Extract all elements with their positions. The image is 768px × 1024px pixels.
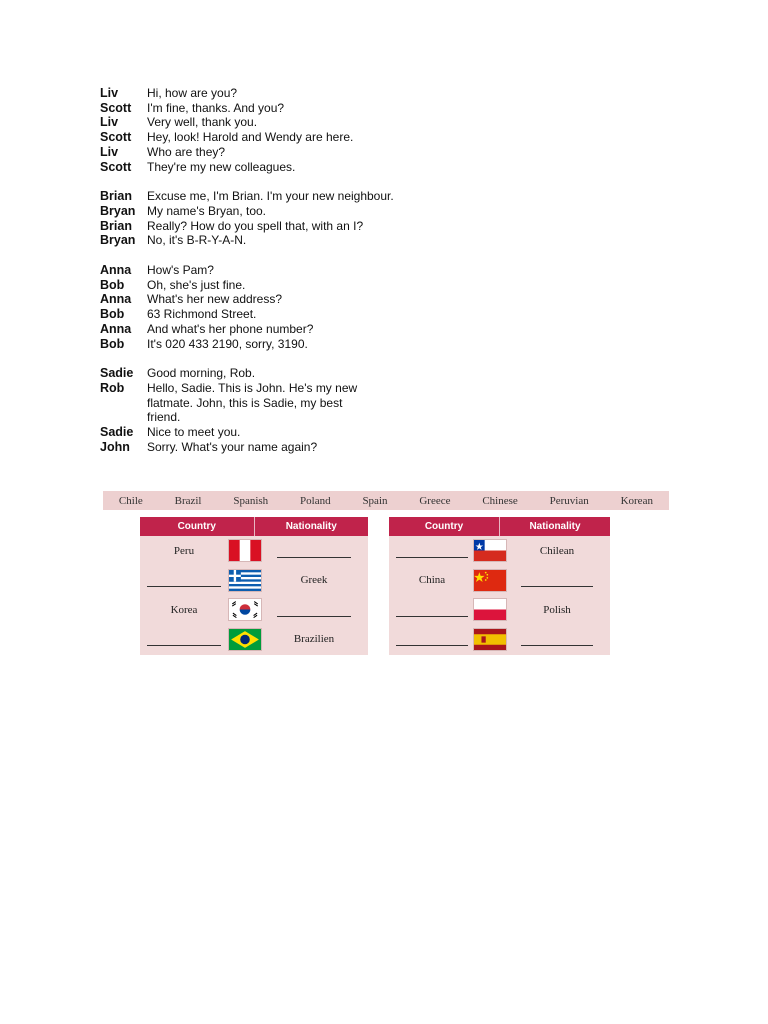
dialogue-line (100, 366, 407, 381)
word-bank-item: Brazil (174, 494, 202, 507)
speaker-name: Sadie (100, 425, 134, 440)
country-cell: China (418, 574, 446, 587)
speaker-name: Rob (100, 380, 125, 395)
poland-flag-icon (474, 599, 506, 620)
answer-blank[interactable] (521, 644, 593, 646)
answer-blank[interactable] (396, 644, 468, 646)
speaker-name: Bryan (100, 203, 136, 218)
country-cell[interactable] (393, 595, 471, 625)
speech-text: How's Pam? (147, 263, 214, 278)
word-bank-item: Spain (362, 494, 388, 507)
country-cell[interactable] (144, 566, 224, 596)
speaker-name: Anna (100, 263, 132, 278)
speech-text: Good morning, Rob. (147, 366, 256, 381)
dialogue-line (100, 322, 407, 337)
table-row (140, 566, 368, 596)
speech-text: Nice to meet you. (147, 425, 241, 440)
answer-blank[interactable] (396, 556, 468, 558)
speech-text: Hey, look! Harold and Wendy are here. (147, 130, 354, 145)
country-cell[interactable] (393, 536, 471, 566)
dialogue-line (100, 263, 407, 278)
speech-text: Sorry. What's your name again? (147, 439, 318, 454)
speech-text: And what's her phone number? (147, 321, 314, 336)
dialogue-line (100, 189, 407, 204)
word-bank-item: Chile (118, 494, 143, 507)
answer-blank[interactable] (147, 644, 221, 646)
speech-text: My name's Bryan, too. (147, 203, 267, 218)
speech-text: What's her new address? (147, 292, 283, 307)
dialogue-line (100, 101, 407, 116)
speech-text: I'm fine, thanks. And you? (147, 100, 285, 115)
speaker-name: Bob (100, 336, 125, 351)
speech-text: Hi, how are you? (147, 86, 238, 100)
dialogue-liv-scott (100, 86, 407, 174)
word-bank-item: Chinese (482, 494, 518, 507)
chile-flag-icon (474, 540, 506, 561)
speaker-name: Anna (100, 292, 132, 307)
country-cell: Peru (173, 544, 195, 557)
speech-text: Really? How do you spell that, with an I? (147, 218, 364, 233)
answer-blank[interactable] (277, 556, 351, 558)
speech-text: Very well, thank you. (147, 115, 258, 130)
country-column-header: Country (389, 517, 500, 536)
table-header (140, 517, 368, 536)
dialogue-sadie-rob-john (100, 366, 407, 454)
word-bank-item: Spanish (233, 494, 269, 507)
dialogue-line (100, 86, 407, 101)
table-row (389, 566, 610, 596)
speaker-name: Liv (100, 86, 119, 100)
speaker-name: Liv (100, 144, 119, 159)
nationality-cell[interactable] (264, 595, 364, 625)
country-cell[interactable] (393, 625, 471, 655)
dialogue-anna-bob (100, 263, 407, 351)
nationality-cell[interactable] (507, 566, 607, 596)
nationality-column-header: Nationality (529, 521, 581, 532)
dialogue-line (100, 233, 407, 248)
spain-flag-icon (474, 629, 506, 650)
speech-text: Who are they? (147, 144, 226, 159)
word-bank-item: Greece (419, 494, 451, 507)
answer-blank[interactable] (521, 585, 593, 587)
speech-text: Hello, Sadie. This is John. He's my new flatmate. John, this is Sadie, my best friend. (147, 380, 358, 425)
dialogue-line (100, 440, 407, 455)
word-bank (103, 491, 669, 510)
speech-text: Excuse me, I'm Brian. I'm your new neighbour. (147, 189, 394, 204)
brazil-flag-icon (229, 629, 261, 650)
speaker-name: Anna (100, 321, 132, 336)
table-row (389, 625, 610, 655)
table-header (389, 517, 610, 536)
dialogue-line (100, 145, 407, 160)
nationality-cell: Greek (300, 574, 328, 587)
table-row (389, 536, 610, 566)
dialogues (100, 86, 407, 469)
greece-flag-icon (229, 570, 261, 591)
country-cell: Korea (170, 603, 198, 616)
dialogue-line (100, 219, 407, 234)
word-bank-item: Peruvian (549, 494, 589, 507)
china-flag-icon (474, 570, 506, 591)
dialogue-line (100, 381, 407, 425)
dialogue-line (100, 337, 407, 352)
nationality-cell[interactable] (264, 536, 364, 566)
speech-text: 63 Richmond Street. (147, 307, 257, 322)
dialogue-brian-bryan (100, 189, 407, 248)
speech-text: They're my new colleagues. (147, 159, 296, 174)
speaker-name: Scott (100, 100, 132, 115)
speaker-name: Bryan (100, 233, 136, 248)
speaker-name: Bob (100, 277, 125, 292)
word-bank-item: Korean (620, 494, 653, 507)
table-row (140, 625, 368, 655)
speaker-name: Scott (100, 159, 132, 174)
dialogue-line (100, 292, 407, 307)
nationality-table-right (389, 517, 610, 655)
word-bank-item: Poland (300, 494, 331, 507)
speaker-name: Sadie (100, 366, 134, 381)
dialogue-line (100, 130, 407, 145)
dialogue-line (100, 115, 407, 130)
dialogue-line (100, 425, 407, 440)
speaker-name: Brian (100, 189, 132, 204)
answer-blank[interactable] (396, 615, 468, 617)
nationality-cell: Chilean (539, 544, 575, 557)
nationality-column-header: Nationality (285, 521, 337, 532)
answer-blank[interactable] (277, 615, 351, 617)
speaker-name: Scott (100, 130, 132, 145)
table-row (140, 536, 368, 566)
nationality-table-left (140, 517, 368, 655)
speaker-name: Brian (100, 218, 132, 233)
table-row (389, 595, 610, 625)
speech-text: It's 020 433 2190, sorry, 3190. (147, 336, 308, 351)
dialogue-line (100, 204, 407, 219)
nationality-cell: Polish (543, 603, 571, 616)
answer-blank[interactable] (147, 585, 221, 587)
country-column-header: Country (140, 517, 255, 536)
dialogue-line (100, 160, 407, 175)
dialogue-line (100, 278, 407, 293)
country-cell[interactable] (144, 625, 224, 655)
speech-text: Oh, she's just fine. (147, 277, 246, 292)
nationality-cell[interactable] (507, 625, 607, 655)
peru-flag-icon (229, 540, 261, 561)
speaker-name: Liv (100, 115, 119, 130)
speech-text: No, it's B-R-Y-A-N. (147, 233, 247, 248)
table-row (140, 595, 368, 625)
nationality-cell: Brazilien (293, 633, 335, 646)
speaker-name: Bob (100, 307, 125, 322)
korea-flag-icon (229, 599, 261, 620)
speaker-name: John (100, 439, 130, 454)
dialogue-line (100, 307, 407, 322)
